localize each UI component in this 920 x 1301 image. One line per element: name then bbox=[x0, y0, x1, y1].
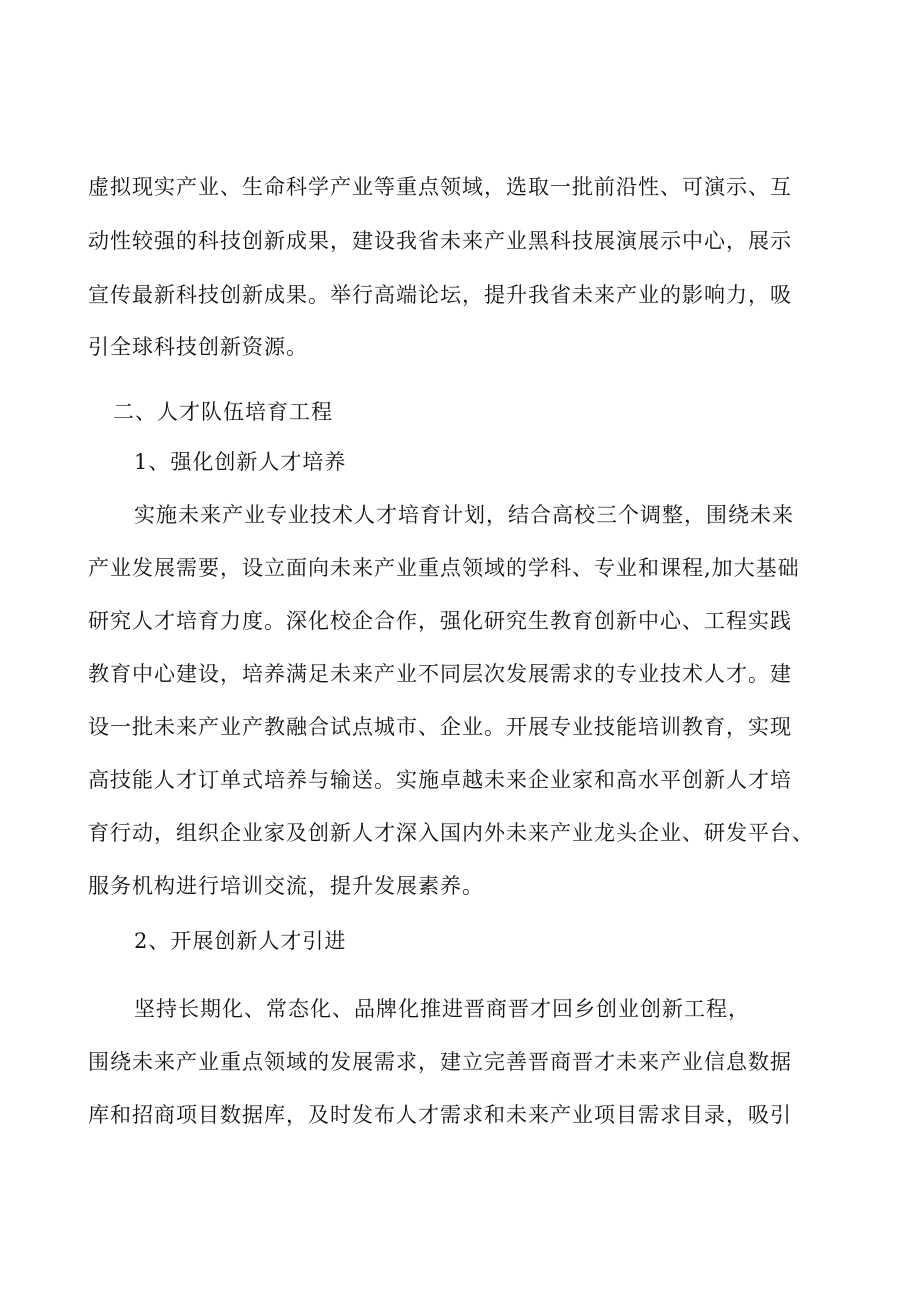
text-line: 围绕未来产业重点领域的发展需求，建立完善晋商晋才未来产业信息数据 bbox=[88, 1050, 792, 1074]
text-line: 动性较强的科技创新成果，建设我省未来产业黑科技展演展示中心，展示 bbox=[88, 229, 792, 253]
text-line: 宣传最新科技创新成果。举行高端论坛，提升我省未来产业的影响力，吸 bbox=[88, 283, 792, 307]
text-line: 实施未来产业专业技术人才培育计划，结合高校三个调整，围绕未来 bbox=[134, 503, 794, 527]
text-line: 引全球科技创新资源。 bbox=[88, 335, 308, 359]
text-line: 研究人才培育力度。深化校企合作，强化研究生教育创新中心、工程实践 bbox=[88, 609, 792, 633]
text-line: 库和招商项目数据库，及时发布人才需求和未来产业项目需求目录，吸引 bbox=[88, 1103, 792, 1127]
text-line: 设一批未来产业产教融合试点城市、企业。开展专业技能培训教育，实现 bbox=[88, 715, 792, 739]
text-line: 产业发展需要，设立面向未来产业重点领域的学科、专业和课程,加大基础 bbox=[88, 556, 800, 580]
text-line: 教育中心建设，培养满足未来产业不同层次发展需求的专业技术人才。建 bbox=[88, 662, 792, 686]
text-line: 虚拟现实产业、生命科学产业等重点领域，选取一批前沿性、可演示、互 bbox=[88, 175, 792, 199]
subsection-heading: 1、强化创新人才培养 bbox=[134, 450, 347, 474]
section-heading: 二、人才队伍培育工程 bbox=[113, 400, 333, 424]
text-line: 育行动，组织企业家及创新人才深入国内外未来产业龙头企业、研发平台、 bbox=[88, 821, 814, 845]
text-line: 服务机构进行培训交流，提升发展素养。 bbox=[88, 874, 484, 898]
subsection-heading: 2、开展创新人才引进 bbox=[134, 929, 347, 953]
text-line: 坚持长期化、常态化、品牌化推进晋商晋才回乡创业创新工程， bbox=[134, 997, 750, 1021]
text-line: 高技能人才订单式培养与输送。实施卓越未来企业家和高水平创新人才培 bbox=[88, 768, 792, 792]
